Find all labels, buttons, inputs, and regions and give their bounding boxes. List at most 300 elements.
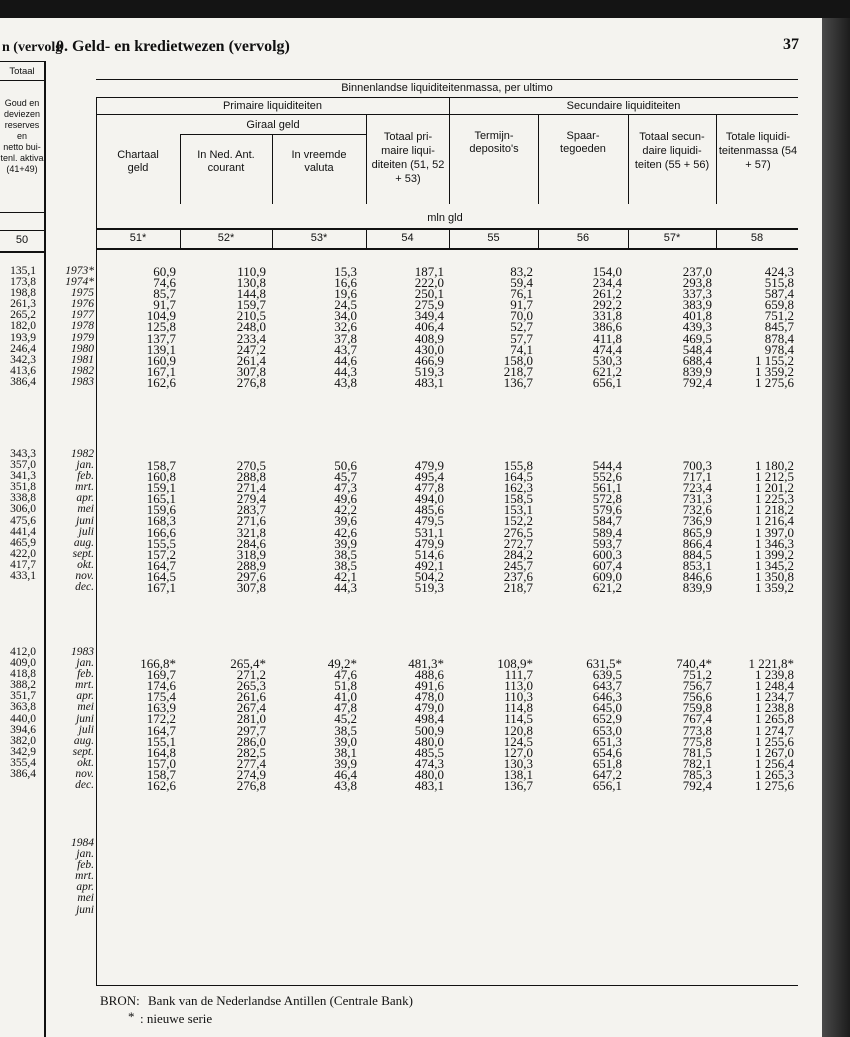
table-cell: 267,4 bbox=[236, 700, 266, 716]
table-cell: 839,9 bbox=[682, 363, 712, 379]
table-cell: 261,2 bbox=[592, 286, 622, 302]
data-column-56 bbox=[552, 266, 622, 388]
column-number-57: 57* bbox=[663, 232, 681, 244]
table-cell: 275,9 bbox=[414, 297, 444, 313]
table-cell: 1 255,6 bbox=[755, 733, 794, 749]
table-cell: 41,0 bbox=[334, 689, 357, 705]
table-cell: 155,8 bbox=[503, 458, 533, 473]
table-cell: 276,5 bbox=[503, 524, 533, 540]
table-cell: 659,8 bbox=[764, 297, 794, 313]
table-cell: 1 201,2 bbox=[755, 480, 794, 496]
row-label: 1982 bbox=[71, 364, 94, 377]
table-cell: 474,4 bbox=[592, 341, 622, 357]
table-cell: 164,5 bbox=[503, 469, 533, 485]
table-cell: 164,5 bbox=[146, 568, 176, 584]
table-cell: 383,9 bbox=[682, 297, 712, 313]
table-cell: 74,1 bbox=[510, 341, 533, 357]
row-label: okt. bbox=[77, 558, 94, 571]
table-cell: 884,5 bbox=[682, 546, 712, 562]
table-cell: 488,6 bbox=[414, 667, 444, 683]
table-cell: 792,4 bbox=[682, 374, 712, 390]
table-cell: 70,0 bbox=[510, 308, 533, 324]
page-number: 37 bbox=[783, 36, 799, 53]
table-cell: 1 275,6 bbox=[755, 374, 794, 390]
table-cell: 167,1 bbox=[146, 363, 176, 379]
table-cell: 548,4 bbox=[682, 341, 712, 357]
row-label: apr. bbox=[76, 881, 94, 894]
left-values-1982 bbox=[0, 449, 36, 582]
table-cell: 265,4* bbox=[230, 656, 266, 671]
row-label: 1983 bbox=[71, 375, 94, 388]
table-cell: 792,4 bbox=[682, 778, 712, 794]
table-cell: 1 267,0 bbox=[755, 744, 794, 760]
table-cell: 47,6 bbox=[334, 667, 357, 683]
table-cell: 47,8 bbox=[334, 700, 357, 716]
table-cell: 474,3 bbox=[414, 755, 444, 771]
column-number-53: 53* bbox=[310, 232, 328, 244]
table-cell: 39,6 bbox=[334, 513, 357, 529]
table-cell: 469,5 bbox=[682, 330, 712, 346]
table-cell: 44,3 bbox=[334, 580, 357, 596]
table-cell: 552,6 bbox=[592, 469, 622, 485]
table-cell: 477,8 bbox=[414, 480, 444, 496]
table-cell: 288,9 bbox=[236, 557, 266, 573]
header-termijn: Termijn- deposito's bbox=[469, 130, 519, 155]
header-totale: Totale liquidi- teitenmassa (54 + 57) bbox=[718, 131, 798, 171]
table-cell: 731,3 bbox=[682, 491, 712, 507]
table-cell: 621,2 bbox=[592, 363, 622, 379]
table-cell: 589,4 bbox=[592, 524, 622, 540]
table-cell: 158,7 bbox=[146, 458, 176, 473]
table-cell: 166,6 bbox=[146, 524, 176, 540]
table-cell: 1 155,2 bbox=[755, 352, 794, 368]
table-cell: 139,1 bbox=[146, 341, 176, 357]
table-cell: 866,4 bbox=[682, 535, 712, 551]
table-cell: 587,4 bbox=[764, 286, 794, 302]
table-cell: 42,6 bbox=[334, 524, 357, 540]
table-cell: 865,9 bbox=[682, 524, 712, 540]
table-cell: 125,8 bbox=[146, 319, 176, 335]
left-value: 382,0 bbox=[10, 734, 36, 747]
table-cell: 74,6 bbox=[153, 275, 176, 291]
table-cell: 104,9 bbox=[146, 308, 176, 324]
table-cell: 172,2 bbox=[146, 711, 176, 727]
table-cell: 767,4 bbox=[682, 711, 712, 727]
row-label: okt. bbox=[77, 756, 94, 769]
table-cell: 157,2 bbox=[146, 546, 176, 562]
table-cell: 91,7 bbox=[153, 297, 176, 313]
year-labels bbox=[48, 266, 94, 388]
table-cell: 1 350,8 bbox=[755, 568, 794, 584]
data-column-58 bbox=[724, 458, 794, 596]
table-cell: 265,3 bbox=[236, 678, 266, 694]
table-cell: 1 256,4 bbox=[755, 755, 794, 771]
left-value: 412,0 bbox=[10, 646, 36, 658]
table-cell: 261,4 bbox=[236, 352, 266, 368]
table-cell: 245,7 bbox=[503, 557, 533, 573]
note-symbol: * bbox=[128, 1009, 135, 1024]
table-cell: 500,9 bbox=[414, 722, 444, 738]
data-column-54 bbox=[374, 266, 444, 388]
data-column-53 bbox=[287, 458, 357, 596]
table-cell: 19,6 bbox=[334, 286, 357, 302]
left-value: 246,4 bbox=[10, 342, 36, 355]
table-cell: 439,3 bbox=[682, 319, 712, 335]
table-cell: 47,3 bbox=[334, 480, 357, 496]
table-cell: 321,8 bbox=[236, 524, 266, 540]
left-value: 351,7 bbox=[10, 690, 36, 703]
table-cell: 773,8 bbox=[682, 722, 712, 738]
data-column-56 bbox=[552, 458, 622, 596]
table-cell: 584,7 bbox=[592, 513, 622, 529]
table-cell: 775,8 bbox=[682, 733, 712, 749]
label-1983-block: 1983 jan. feb. mrt. apr. mei juni juli aug. sept. okt. nov. dec. bbox=[48, 647, 94, 669]
table-cell: 651,8 bbox=[592, 755, 622, 771]
data-column-57 bbox=[642, 458, 712, 596]
table-cell: 408,9 bbox=[414, 330, 444, 346]
table-cell: 165,1 bbox=[146, 491, 176, 507]
row-label: mei bbox=[77, 503, 94, 516]
table-cell: 91,7 bbox=[510, 297, 533, 313]
table-cell: 234,4 bbox=[592, 275, 622, 291]
row-label: jan. bbox=[76, 848, 94, 861]
table-cell: 1 234,7 bbox=[755, 689, 794, 705]
table-cell: 283,7 bbox=[236, 502, 266, 518]
table-cell: 318,9 bbox=[236, 546, 266, 562]
row-label: jan. bbox=[76, 459, 94, 472]
column-number-55: 55 bbox=[487, 232, 500, 244]
table-cell: 656,1 bbox=[592, 778, 622, 794]
table-cell: 282,5 bbox=[236, 744, 266, 760]
left-value: 342,9 bbox=[10, 745, 36, 758]
table-cell: 515,8 bbox=[764, 275, 794, 291]
left-values-1983 bbox=[0, 647, 36, 780]
table-cell: 174,6 bbox=[146, 678, 176, 694]
table-cell: 631,5* bbox=[586, 656, 622, 671]
table-cell: 284,2 bbox=[503, 546, 533, 562]
table-cell: 138,1 bbox=[503, 766, 533, 782]
table-cell: 152,2 bbox=[503, 513, 533, 529]
table-cell: 187,1 bbox=[414, 264, 444, 279]
table-cell: 483,1 bbox=[414, 374, 444, 390]
row-label: juni bbox=[76, 903, 94, 916]
table-cell: 480,0 bbox=[414, 766, 444, 782]
table-cell: 651,3 bbox=[592, 733, 622, 749]
row-label: juli bbox=[78, 525, 94, 538]
left-value: 342,3 bbox=[10, 353, 36, 366]
table-cell: 16,6 bbox=[334, 275, 357, 291]
table-cell: 643,7 bbox=[592, 678, 622, 694]
table-cell: 276,8 bbox=[236, 374, 266, 390]
table-cell: 218,7 bbox=[503, 363, 533, 379]
table-cell: 756,7 bbox=[682, 678, 712, 694]
left-value: 433,1 bbox=[10, 570, 36, 583]
left-value: 355,4 bbox=[10, 756, 36, 769]
table-cell: 307,8 bbox=[236, 363, 266, 379]
table-cell: 270,5 bbox=[236, 458, 266, 473]
table-cell: 1 397,0 bbox=[755, 524, 794, 540]
left-value: 341,3 bbox=[10, 470, 36, 483]
table-cell: 108,9* bbox=[497, 656, 533, 671]
data-column-57 bbox=[642, 266, 712, 388]
table-cell: 494,0 bbox=[414, 491, 444, 507]
left-title-fragment: n (vervolg bbox=[2, 40, 63, 55]
table-cell: 39,9 bbox=[334, 755, 357, 771]
table-cell: 561,1 bbox=[592, 480, 622, 496]
table-cell: 781,5 bbox=[682, 744, 712, 760]
table-cell: 237,6 bbox=[503, 568, 533, 584]
left-value: 386,4 bbox=[10, 768, 36, 781]
table-cell: 158,7 bbox=[146, 766, 176, 782]
table-cell: 732,6 bbox=[682, 502, 712, 518]
table-cell: 37,8 bbox=[334, 330, 357, 346]
table-cell: 337,3 bbox=[682, 286, 712, 302]
table-cell: 39,0 bbox=[334, 733, 357, 749]
left-value: 135,1 bbox=[10, 265, 36, 277]
table-cell: 222,0 bbox=[414, 275, 444, 291]
row-label: apr. bbox=[76, 492, 94, 505]
table-cell: 160,9 bbox=[146, 352, 176, 368]
table-cell: 168,3 bbox=[146, 513, 176, 529]
table-cell: 479,9 bbox=[414, 458, 444, 473]
table-cell: 38,5 bbox=[334, 557, 357, 573]
row-label: aug. bbox=[73, 734, 94, 747]
table-cell: 155,5 bbox=[146, 535, 176, 551]
table-cell: 111,7 bbox=[504, 667, 533, 683]
table-cell: 430,0 bbox=[414, 341, 444, 357]
table-cell: 160,8 bbox=[146, 469, 176, 485]
source-text: Bank van de Nederlandse Antillen (Centrale Bank) bbox=[148, 993, 413, 1008]
table-cell: 411,8 bbox=[593, 330, 622, 346]
table-cell: 1 221,8* bbox=[748, 656, 794, 671]
header-totaal-primair: Totaal pri- maire liqui- diteiten (51, 52 + 53) bbox=[371, 131, 445, 185]
table-cell: 845,7 bbox=[764, 319, 794, 335]
table-cell: 759,8 bbox=[682, 700, 712, 716]
left-value: 343,3 bbox=[10, 448, 36, 460]
row-label: apr. bbox=[76, 690, 94, 703]
row-label: 1974* bbox=[65, 276, 94, 289]
row-label: nov. bbox=[75, 768, 94, 781]
row-label: sept. bbox=[72, 547, 94, 560]
row-label: dec. bbox=[75, 779, 94, 792]
table-cell: 1 265,3 bbox=[755, 766, 794, 782]
table-cell: 656,1 bbox=[592, 374, 622, 390]
table-cell: 1 238,8 bbox=[755, 700, 794, 716]
table-cell: 38,5 bbox=[334, 722, 357, 738]
table-cell: 839,9 bbox=[682, 580, 712, 596]
table-cell: 164,8 bbox=[146, 744, 176, 760]
table-cell: 401,8 bbox=[682, 308, 712, 324]
row-label: 1973* bbox=[65, 265, 94, 277]
table-cell: 49,6 bbox=[334, 491, 357, 507]
table-cell: 652,9 bbox=[592, 711, 622, 727]
left-description: Goud en deviezen reserves en netto bui- tenl. aktiva (41+49) bbox=[0, 98, 44, 174]
table-cell: 271,2 bbox=[236, 667, 266, 683]
table-cell: 237,0 bbox=[682, 264, 712, 279]
table-cell: 114,8 bbox=[504, 700, 533, 716]
data-column-57 bbox=[642, 656, 712, 794]
table-cell: 1 225,3 bbox=[755, 491, 794, 507]
table-cell: 1 248,4 bbox=[755, 678, 794, 694]
left-column-number: 50 bbox=[15, 234, 29, 246]
book-spine bbox=[822, 18, 850, 1037]
table-cell: 248,0 bbox=[236, 319, 266, 335]
table-cell: 137,7 bbox=[146, 330, 176, 346]
data-column-53 bbox=[287, 266, 357, 388]
table-cell: 272,7 bbox=[503, 535, 533, 551]
table-cell: 144,8 bbox=[236, 286, 266, 302]
row-label: 1976 bbox=[71, 298, 94, 311]
table-cell: 531,1 bbox=[414, 524, 444, 540]
header-unit: mln gld bbox=[427, 212, 463, 224]
table-cell: 1 346,3 bbox=[755, 535, 794, 551]
table-cell: 110,3 bbox=[504, 689, 533, 705]
table-cell: 498,4 bbox=[414, 711, 444, 727]
table-cell: 756,6 bbox=[682, 689, 712, 705]
table-cell: 276,8 bbox=[236, 778, 266, 794]
table-cell: 279,4 bbox=[236, 491, 266, 507]
table-cell: 785,3 bbox=[682, 766, 712, 782]
table-cell: 1 359,2 bbox=[755, 580, 794, 596]
table-cell: 120,8 bbox=[503, 722, 533, 738]
left-value: 418,8 bbox=[10, 668, 36, 681]
table-cell: 43,8 bbox=[334, 374, 357, 390]
left-value: 173,8 bbox=[10, 276, 36, 289]
table-cell: 271,4 bbox=[236, 480, 266, 496]
table-cell: 607,4 bbox=[592, 557, 622, 573]
table-cell: 286,0 bbox=[236, 733, 266, 749]
table-cell: 782,1 bbox=[682, 755, 712, 771]
table-cell: 127,0 bbox=[503, 744, 533, 760]
data-column-52 bbox=[196, 266, 266, 388]
data-column-52 bbox=[196, 458, 266, 596]
row-label: mrt. bbox=[75, 481, 94, 494]
data-column-56 bbox=[552, 656, 622, 794]
header-spaar: Spaar- tegoeden bbox=[560, 130, 606, 155]
table-cell: 218,7 bbox=[503, 580, 533, 596]
left-value: 193,9 bbox=[10, 331, 36, 344]
left-value: 413,6 bbox=[10, 364, 36, 377]
row-label: 1979 bbox=[71, 331, 94, 344]
table-cell: 162,6 bbox=[146, 778, 176, 794]
header-ned-ant: In Ned. Ant. courant bbox=[197, 149, 255, 174]
table-cell: 307,8 bbox=[236, 580, 266, 596]
row-label: 1981 bbox=[71, 353, 94, 366]
row-label: juli bbox=[78, 723, 94, 736]
table-cell: 164,7 bbox=[146, 722, 176, 738]
table-cell: 38,1 bbox=[334, 744, 357, 760]
table-cell: 76,1 bbox=[510, 286, 533, 302]
table-cell: 293,8 bbox=[682, 275, 712, 291]
table-cell: 130,8 bbox=[236, 275, 266, 291]
table-cell: 485,5 bbox=[414, 744, 444, 760]
left-values-years bbox=[0, 266, 36, 388]
note-text: : nieuwe serie bbox=[140, 1011, 213, 1026]
table-cell: 479,0 bbox=[414, 700, 444, 716]
table-cell: 51,8 bbox=[334, 678, 357, 694]
table-cell: 647,2 bbox=[592, 766, 622, 782]
table-cell: 1 399,2 bbox=[755, 546, 794, 562]
column-number-51: 51* bbox=[129, 232, 147, 244]
header-secundaire: Secundaire liquiditeiten bbox=[566, 100, 681, 112]
header-chartaal: Chartaal geld bbox=[117, 149, 159, 174]
table-cell: 846,6 bbox=[682, 568, 712, 584]
table-cell: 579,6 bbox=[592, 502, 622, 518]
table-cell: 164,7 bbox=[146, 557, 176, 573]
table-cell: 155,1 bbox=[146, 733, 176, 749]
left-value: 441,4 bbox=[10, 525, 36, 538]
left-value: 265,2 bbox=[10, 309, 36, 322]
table-cell: 751,2 bbox=[682, 667, 712, 683]
table-cell: 406,4 bbox=[414, 319, 444, 335]
row-label: nov. bbox=[75, 570, 94, 583]
row-label: 1978 bbox=[71, 320, 94, 333]
table-cell: 519,3 bbox=[414, 580, 444, 596]
table-cell: 38,5 bbox=[334, 546, 357, 562]
table-cell: 45,2 bbox=[334, 711, 357, 727]
table-cell: 210,5 bbox=[236, 308, 266, 324]
table-cell: 483,1 bbox=[414, 778, 444, 794]
left-value: 409,0 bbox=[10, 657, 36, 670]
table-cell: 24,5 bbox=[334, 297, 357, 313]
table-cell: 519,3 bbox=[414, 363, 444, 379]
left-value: 388,2 bbox=[10, 679, 36, 692]
table-cell: 297,7 bbox=[236, 722, 266, 738]
table-cell: 114,5 bbox=[504, 711, 533, 727]
label-1982-block: 1982 jan. feb. mrt. apr. mei juni juli aug. sept. okt. nov. dec. bbox=[48, 449, 94, 471]
table-cell: 284,6 bbox=[236, 535, 266, 551]
label-1984-block: 1984 jan. feb. mrt. apr. mei juni bbox=[48, 838, 94, 860]
table-cell: 157,0 bbox=[146, 755, 176, 771]
column-number-56: 56 bbox=[576, 232, 590, 244]
table-cell: 136,7 bbox=[503, 374, 533, 390]
table-cell: 480,0 bbox=[414, 733, 444, 749]
table-cell: 44,6 bbox=[334, 352, 357, 368]
row-label: mei bbox=[77, 701, 94, 714]
table-cell: 481,3* bbox=[408, 656, 444, 671]
table-cell: 530,3 bbox=[592, 352, 622, 368]
column-number-58: 58 bbox=[750, 232, 764, 244]
table-cell: 34,0 bbox=[334, 308, 357, 324]
table-cell: 1 265,8 bbox=[755, 711, 794, 727]
table-cell: 478,0 bbox=[414, 689, 444, 705]
data-column-51 bbox=[106, 458, 176, 596]
column-number-54: 54 bbox=[401, 232, 414, 244]
table-cell: 600,3 bbox=[592, 546, 622, 562]
table-cell: 514,6 bbox=[414, 546, 444, 562]
data-column-55 bbox=[463, 266, 533, 388]
page-title: 0. Geld- en kredietwezen (vervolg) bbox=[56, 38, 290, 55]
left-value: 182,0 bbox=[10, 320, 36, 333]
table-cell: 331,8 bbox=[592, 308, 622, 324]
table-cell: 492,1 bbox=[414, 557, 444, 573]
table-cell: 1 212,5 bbox=[755, 469, 794, 485]
table-cell: 878,4 bbox=[764, 330, 794, 346]
table-cell: 653,0 bbox=[592, 722, 622, 738]
table-cell: 646,3 bbox=[592, 689, 622, 705]
table-cell: 1 216,4 bbox=[755, 513, 794, 529]
table-cell: 292,2 bbox=[592, 297, 622, 313]
table-cell: 572,8 bbox=[592, 491, 622, 507]
table-cell: 297,6 bbox=[236, 568, 266, 584]
table-cell: 1 274,7 bbox=[755, 722, 794, 738]
left-value: 261,3 bbox=[10, 298, 36, 311]
table-cell: 130,3 bbox=[503, 755, 533, 771]
left-value: 386,4 bbox=[10, 375, 36, 388]
table-cell: 688,4 bbox=[682, 352, 712, 368]
table-cell: 853,1 bbox=[682, 557, 712, 573]
document-page bbox=[0, 18, 822, 1037]
